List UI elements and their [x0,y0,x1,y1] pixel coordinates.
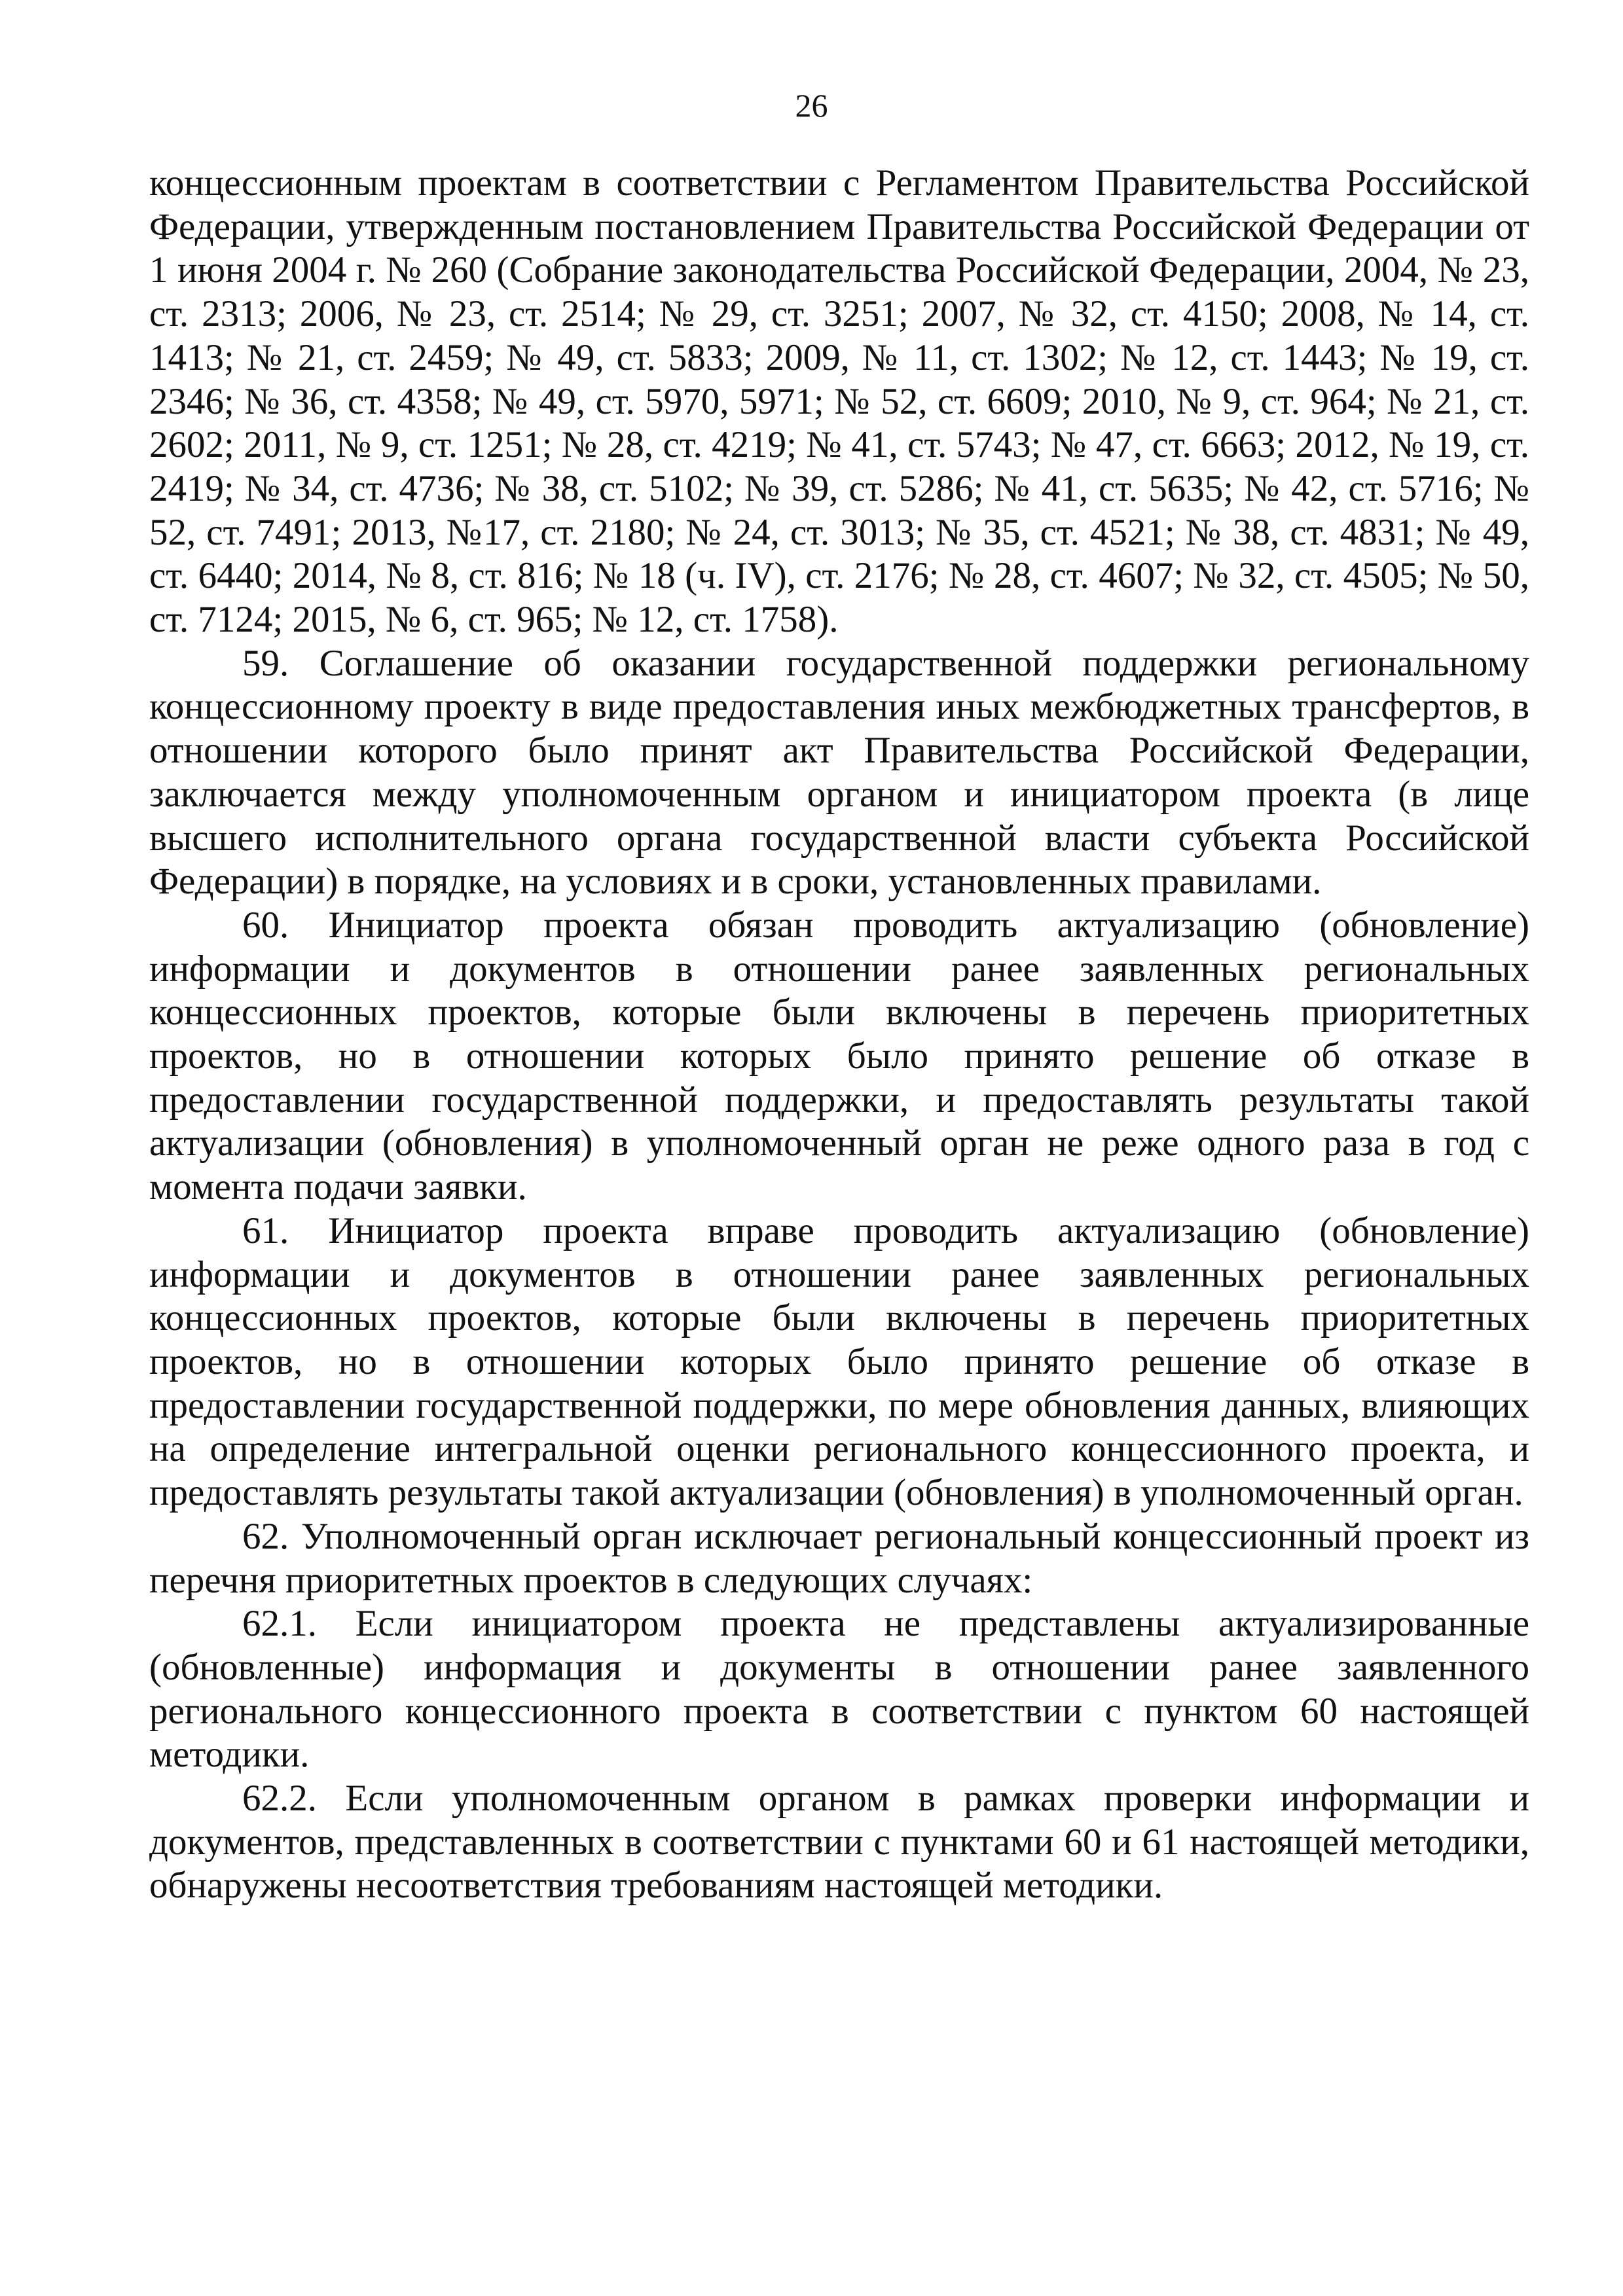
paragraph-62: 62. Уполномоченный орган исключает региональный концессионный проект из перечня приоритетных проектов в следующих случаях: [149,1515,1529,1601]
paragraph-59: 59. Соглашение об оказании государственной поддержки региональному концессионному проекту в виде предоставления иных межбюджетных трансфертов, в отношении которого было принят акт Правительства Российской Федерации, заключается между уполномоченным органом и инициатором проекта (в лице высшего исполнительного органа государственной власти субъекта Российской Федерации) в порядке, на условиях и в сроки, установленных правилами. [149,642,1529,903]
paragraph-62-2: 62.2. Если уполномоченным органом в рамках проверки информации и документов, представленных в соответствии с пунктами 60 и 61 настоящей методики, обнаружены несоответствия требованиям настоящей методики. [149,1778,1529,1907]
document-body [149,162,1529,1908]
paragraph-60: 60. Инициатор проекта обязан проводить актуализацию (обновление) информации и документов в отношении ранее заявленных региональных концессионных проектов, которые были включены в перечень приоритетных проектов, но в отношении которых было принято решение об отказе в предоставлении государственной поддержки, и предоставлять результаты такой актуализации (обновления) в уполномоченный орган не реже одного раза в год с момента подачи заявки. [149,904,1529,1208]
paragraph-continuation: концессионным проектам в соответствии с Регламентом Правительства Российской Федерации, утвержденным постановлением Правительства Российской Федерации от 1 июня 2004 г. № 260 (Собрание законодательства Российской Федерации, 2004, № 23, ст. 2313; 2006, № 23, ст. 2514; № 29, ст. 3251; 2007, № 32, ст. 4150; 2008, № 14, ст. 1413; № 21, ст. 2459; № 49, ст. 5833; 2009, № 11, ст. 1302; № 12, ст. 1443; № 19, ст. 2346; № 36, ст. 4358; № 49, ст. 5970, 5971; № 52, ст. 6609; 2010, № 9, ст. 964; № 21, ст. 2602; 2011, № 9, ст. 1251; № 28, ст. 4219; № 41, ст. 5743; № 47, ст. 6663; 2012, № 19, ст. 2419; № 34, ст. 4736; № 38, ст. 5102; № 39, ст. 5286; № 41, ст. 5635; № 42, ст. 5716; № 52, ст. 7491; 2013, №17, ст. 2180; № 24, ст. 3013; № 35, ст. 4521; № 38, ст. 4831; № 49, ст. 6440; 2014, № 8, ст. 816; № 18 (ч. IV), ст. 2176; № 28, ст. 4607; № 32, ст. 4505; № 50, ст. 7124; 2015, № 6, ст. 965; № 12, ст. 1758). [149,162,1529,641]
paragraph-62-1: 62.1. Если инициатором проекта не представлены актуализированные (обновленные) информация и документы в отношении ранее заявленного регионального концессионного проекта в соответствии с пунктом 60 настоящей методики. [149,1603,1529,1776]
page-number: 26 [795,87,828,124]
paragraph-61: 61. Инициатор проекта вправе проводить актуализацию (обновление) информации и документов в отношении ранее заявленных региональных концессионных проектов, которые были включены в перечень приоритетных проектов, но в отношении которых было принято решение об отказе в предоставлении государственной поддержки, по мере обновления данных, влияющих на определение интегральной оценки регионального концессионного проекта, и предоставлять результаты такой актуализации (обновления) в уполномоченный орган. [149,1210,1529,1514]
